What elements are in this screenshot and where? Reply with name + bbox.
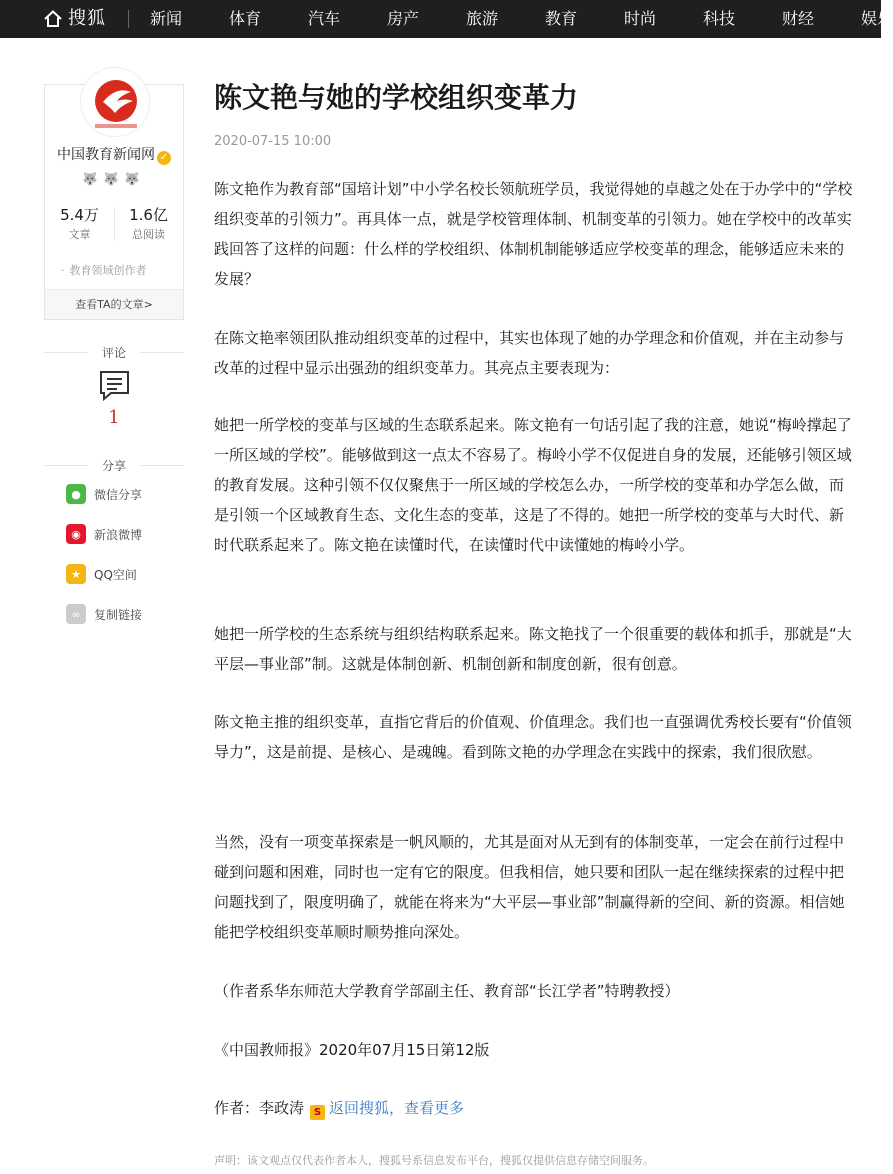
home-button[interactable]: [43, 9, 63, 29]
paragraph-1: 陈文艳作为教育部“国培计划”中小学名校长领航班学员，我觉得她的卓越之处在于办学中的“学校组织变革的引领力”。再具体一点，就是学校管理体制、机制变革的引领力。她在学校中的改革实践回答了这样的问题：什么样的学校组织、体制机制能够适应学校变革的理念，能够适应未来的发展？: [214, 180, 853, 288]
nav-item-tech[interactable]: 科技: [703, 9, 736, 28]
share-qzone-button[interactable]: [66, 563, 137, 585]
author-card: [44, 84, 184, 320]
copy-link-button[interactable]: [66, 603, 142, 625]
share-wechat-button[interactable]: [66, 483, 142, 505]
author-name-text: 中国教育新闻网: [57, 147, 155, 163]
nav-item-fashion[interactable]: 时尚: [624, 9, 657, 28]
paragraph-4: 她把一所学校的生态系统与组织结构联系起来。陈文艳找了一个很重要的载体和抓手，那就是“大平层—事业部”制。这就是体制创新、机制创新和制度创新，很有创意。: [214, 625, 852, 673]
paragraph-2: 在陈文艳率领团队推动组织变革的过程中，其实也体现了她的办学理念和价值观，并在主动参与改革的过程中显示出强劲的组织变革力。其亮点主要表现为：: [214, 329, 845, 377]
wechat-icon: ●: [66, 484, 86, 504]
byline-author: 作者：李政涛: [214, 1099, 305, 1117]
author-affiliation: （作者系华东师范大学教育学部副主任、教育部“长江学者”特聘教授）: [214, 982, 680, 1000]
disclaimer: 声明：该文观点仅代表作者本人，搜狐号系信息发布平台，搜狐仅提供信息存储空间服务。: [214, 1154, 654, 1167]
back-to-sohu-link[interactable]: 返回搜狐，查看更多: [329, 1099, 465, 1117]
top-nav-bar: [0, 0, 893, 38]
author-level-badges: 🐺🐺🐺: [82, 172, 146, 186]
nav-item-house[interactable]: 房产: [387, 9, 420, 28]
comment-icon[interactable]: [99, 370, 130, 401]
publish-date: 2020-07-15 10:00: [214, 134, 332, 149]
paragraph-5: 陈文艳主推的组织变革，直指它背后的价值观、价值理念。我们也一直强调优秀校长要有“价值领导力”，这是前提、是核心、是魂魄。看到陈文艳的办学理念在实践中的探索，我们很欣慰。: [214, 713, 852, 761]
share-qzone-label: QQ空间: [94, 567, 137, 582]
share-section-label: 分享: [44, 457, 184, 474]
nav-item-education[interactable]: 教育: [545, 9, 578, 28]
comment-section-label: 评论: [44, 344, 184, 361]
view-author-articles-button[interactable]: 查看TA的文章>: [45, 289, 183, 319]
stat-reads-count: 1.6亿: [129, 206, 168, 224]
byline: [214, 1095, 464, 1121]
author-field-tag: · 教育领域创作者: [61, 262, 147, 278]
author-logo-icon: [81, 68, 151, 138]
qzone-icon: ★: [66, 564, 86, 584]
stat-articles: [45, 205, 114, 243]
sohu-logo[interactable]: 搜狐: [68, 8, 106, 29]
nav-divider: [128, 10, 129, 28]
article-title: 陈文艳与她的学校组织变革力: [214, 81, 579, 114]
comment-count[interactable]: 1: [108, 407, 120, 428]
nav-item-sports[interactable]: 体育: [229, 9, 262, 28]
share-weibo-label: 新浪微博: [94, 527, 143, 542]
stat-articles-label: 文章: [68, 228, 91, 241]
stat-reads: [114, 205, 183, 243]
home-icon: [43, 9, 63, 29]
nav-item-auto[interactable]: 汽车: [308, 9, 341, 28]
nav-item-finance[interactable]: 财经: [782, 9, 815, 28]
paragraph-3: 她把一所学校的变革与区域的生态联系起来。陈文艳有一句话引起了我的注意，她说“梅岭撑起了一所区域的学校”。能够做到这一点太不容易了。梅岭小学不仅促进自身的发展，还能够引领区域的教育发展。这种引领不仅仅聚焦于一所区域的学校怎么办，一所学校的变革和办学怎么做，而是引领一个区域教育生态、文化生态的变革，这是了不得的。她把一所学校的变革与大时代、新时代联系起来了。陈文艳在读懂时代，在读懂时代中读懂她的梅岭小学。: [214, 416, 852, 554]
verified-badge-icon: ✓: [157, 151, 171, 165]
link-icon: ∞: [66, 604, 86, 624]
stat-articles-count: 5.4万: [60, 206, 99, 224]
sohu-mini-icon: S: [310, 1105, 325, 1120]
nav-item-entertainment[interactable]: 娱乐: [861, 9, 893, 28]
copy-link-label: 复制链接: [94, 607, 143, 622]
stat-reads-label: 总阅读: [132, 228, 165, 241]
source-citation: 《中国教师报》2020年07月15日第12版: [214, 1041, 490, 1059]
share-weibo-button[interactable]: [66, 523, 142, 545]
weibo-icon: ◉: [66, 524, 86, 544]
nav-item-travel[interactable]: 旅游: [466, 9, 499, 28]
author-avatar[interactable]: [80, 67, 150, 137]
nav-item-news[interactable]: 新闻: [150, 9, 183, 28]
share-wechat-label: 微信分享: [94, 487, 143, 502]
author-name[interactable]: [45, 145, 183, 165]
paragraph-6: 当然，没有一项变革探索是一帆风顺的，尤其是面对从无到有的体制变革，一定会在前行过程中碰到问题和困难，同时也一定有它的限度。但我相信，她只要和团队一起在继续探索的过程中把问题找到了，限度明确了，就能在将来为“大平层—事业部”制赢得新的空间、新的资源。相信她能把学校组织变革顺时顺势推向深处。: [214, 833, 845, 941]
